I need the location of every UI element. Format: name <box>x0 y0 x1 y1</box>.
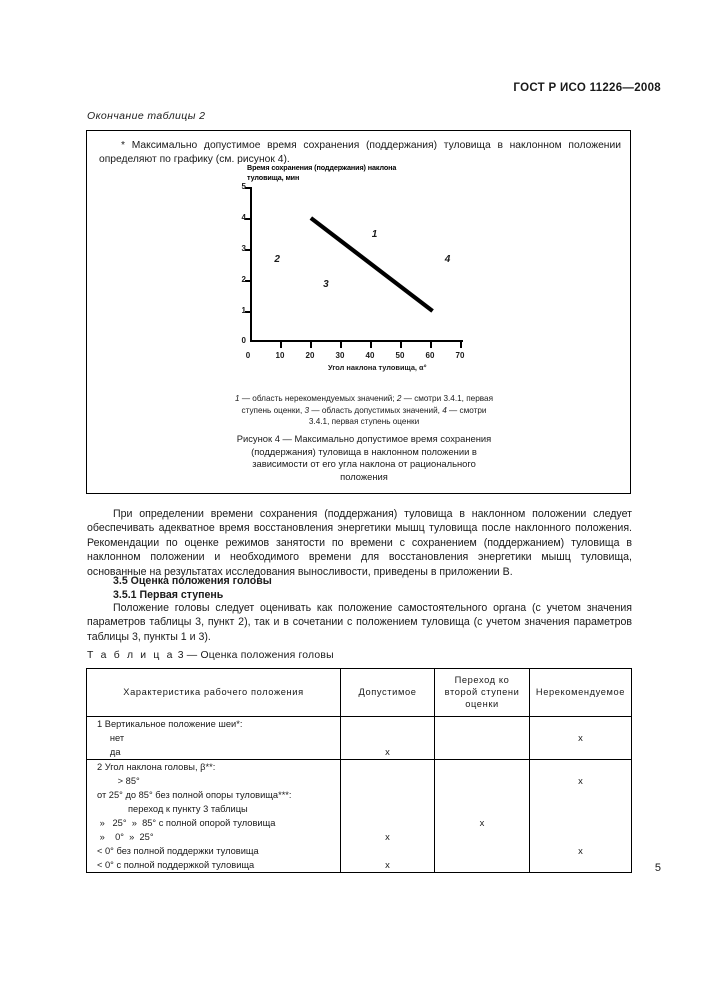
column-header-not-recommended: Нерекомендуемое <box>530 669 632 717</box>
mark-empty <box>341 760 434 774</box>
chart-y-axis-title: Время сохранения (поддержания) наклона туловища, мин <box>247 163 397 182</box>
figure-legend <box>235 393 493 428</box>
legend-text-6: — смотри 3.4.1, первая ступень оценки <box>308 405 487 426</box>
cell-transition <box>435 760 530 873</box>
chart-x-tick <box>310 341 312 348</box>
mark-empty <box>530 816 631 830</box>
chart-x-tick-label: 0 <box>245 351 251 360</box>
table-3 <box>86 668 632 873</box>
column-header-characteristic: Характеристика рабочего положения <box>87 669 341 717</box>
chart-x-tick <box>280 341 282 348</box>
table-continuation-caption: Окончание таблицы 2 <box>87 110 206 122</box>
chart-x-tick-label: 70 <box>455 351 465 360</box>
chart-annotation-2: 2 <box>274 253 280 265</box>
characteristic-line: нет <box>97 733 125 743</box>
figure-box <box>86 130 631 494</box>
chart-x-tick-label: 50 <box>395 351 405 360</box>
page-number: 5 <box>654 862 661 874</box>
cell-allowed <box>341 760 435 873</box>
characteristic-line: 1 Вертикальное положение шеи*: <box>97 719 243 729</box>
chart-x-tick-label: 10 <box>275 351 285 360</box>
chart-x-tick-label: 20 <box>305 351 315 360</box>
chart-data-line <box>250 187 463 342</box>
mark-empty <box>530 745 631 759</box>
heading-3-5-1: 3.5.1 Первая ступень <box>113 589 224 601</box>
chart-x-tick <box>340 341 342 348</box>
characteristic-line: < 0° без полной поддержки туловища <box>97 846 259 856</box>
legend-key-1: 1 <box>235 394 240 403</box>
mark-x: x <box>578 845 583 856</box>
figure-4-chart <box>232 163 497 393</box>
legend-text-1: — область нерекомендуемых значений; <box>239 394 397 403</box>
chart-y-tick-label: 0 <box>241 336 246 345</box>
mark-empty <box>341 816 434 830</box>
mark-empty <box>435 788 529 802</box>
mark-empty <box>435 774 529 788</box>
mark-x: x <box>385 859 390 870</box>
mark-empty <box>530 717 631 731</box>
characteristic-line: переход к пункту 3 таблицы <box>97 804 248 814</box>
characteristic-line: » 25° » 85° с полной опорой туловища <box>97 818 276 828</box>
mark-empty <box>435 760 529 774</box>
chart-y-tick-label: 4 <box>241 213 246 222</box>
table-row <box>87 717 632 760</box>
chart-y-tick-label: 2 <box>241 275 246 284</box>
heading-3-5: 3.5 Оценка положения головы <box>113 575 272 587</box>
legend-key-4: 4 <box>442 405 447 415</box>
mark-empty <box>530 788 631 802</box>
cell-allowed <box>341 717 435 760</box>
paragraph-time-maintenance: При определении времени сохранения (поддержания) туловища в наклонном положении следует обеспечивать адекватное время восстановления энергетики мышц туловища после наклонного положения. Рекомендации по оценке режимов занятости по времени с сохранением (поддержанием) туловища в наклонном положении и необходимого времени для восстановления энергетики мышц туловища, основанные на результатах исследования выносливости, приведены в приложении В. <box>87 508 632 578</box>
characteristic-line: < 0° с полной поддержкой туловища <box>97 860 255 870</box>
legend-key-3: 3 <box>304 405 310 415</box>
chart-plot-area <box>241 182 465 372</box>
mark-x: x <box>479 817 485 828</box>
chart-annotation-1: 1 <box>371 229 378 241</box>
cell-not-recommended <box>530 717 632 760</box>
mark-empty <box>341 774 434 788</box>
mark-empty <box>435 844 529 858</box>
chart-y-tick-label: 5 <box>241 182 246 191</box>
mark-x: x <box>578 732 583 743</box>
chart-x-tick <box>460 341 462 348</box>
document-standard-header: ГОСТ Р ИСО 11226—2008 <box>513 82 661 94</box>
mark-empty <box>435 745 529 759</box>
table-header-row <box>87 669 632 717</box>
chart-x-tick-label: 30 <box>335 351 345 360</box>
table-3-caption-prefix: Т а б л и ц а <box>87 650 175 661</box>
mark-empty <box>530 802 631 816</box>
mark-empty <box>341 844 434 858</box>
table-footnote: * Максимально допустимое время сохранения (поддержания) туловища в наклонном положении определяют по графику (см. рисунок 4). <box>99 140 621 165</box>
mark-empty <box>435 717 529 731</box>
cell-transition <box>435 717 530 760</box>
mark-x: x <box>385 746 390 757</box>
legend-text-2: — смотри <box>401 394 442 403</box>
column-header-transition: Переход ко второй ступени оценки <box>435 669 530 717</box>
mark-x: x <box>385 831 390 842</box>
characteristic-line: » 0° » 25° <box>97 832 154 842</box>
mark-empty <box>530 830 631 844</box>
mark-empty <box>341 731 434 745</box>
chart-annotation-4: 4 <box>444 253 451 265</box>
chart-x-tick-label: 60 <box>425 351 435 360</box>
column-header-allowed: Допустимое <box>341 669 435 717</box>
chart-x-axis-title: Угол наклона туловища, α° <box>328 363 427 372</box>
mark-empty <box>530 760 631 774</box>
chart-x-tick <box>400 341 402 348</box>
legend-text-3: 3.4.1, первая ступень оценки, <box>241 394 494 415</box>
mark-empty <box>341 788 434 802</box>
characteristic-line: 2 Угол наклона головы, β**: <box>97 762 216 772</box>
cell-characteristic <box>87 717 341 760</box>
legend-text-4: — область допустимых <box>309 405 401 415</box>
legend-key-2: 2 <box>396 394 402 403</box>
mark-empty <box>435 830 529 844</box>
table-3-caption-rest: 3 — Оценка положения головы <box>174 650 334 661</box>
cell-characteristic <box>87 760 341 873</box>
cell-not-recommended <box>530 760 632 873</box>
mark-empty <box>435 731 529 745</box>
mark-empty <box>341 802 434 816</box>
mark-empty <box>530 858 631 872</box>
chart-x-tick-label: 40 <box>365 351 375 360</box>
table-row <box>87 760 632 873</box>
chart-x-tick <box>370 341 372 348</box>
table-3-caption <box>87 650 334 661</box>
chart-x-tick <box>430 341 432 348</box>
mark-empty <box>435 858 529 872</box>
characteristic-line: от 25° до 85° без полной опоры туловища***: <box>97 790 292 800</box>
chart-y-tick-label: 3 <box>241 244 246 253</box>
chart-y-tick-label: 1 <box>241 306 246 315</box>
characteristic-line: > 85° <box>97 776 140 786</box>
mark-empty <box>435 802 529 816</box>
mark-x: x <box>578 775 583 786</box>
paragraph-head-position: Положение головы следует оценивать как положение самостоятельного органа (с учетом значения параметров таблицы 3, пункт 2), так и в сочетании с положением туловища (с учетом значения параметров таблицы 3, пункты 1 и 3). <box>87 602 632 643</box>
mark-empty <box>341 717 434 731</box>
figure-caption: Рисунок 4 — Максимально допустимое время сохранения (поддержания) туловища в наклонном положении в зависимости от его угла наклона от рационального положения <box>236 433 492 482</box>
legend-text-5: значений, <box>402 405 443 415</box>
chart-annotation-3: 3 <box>323 278 329 290</box>
characteristic-line: да <box>97 747 121 757</box>
